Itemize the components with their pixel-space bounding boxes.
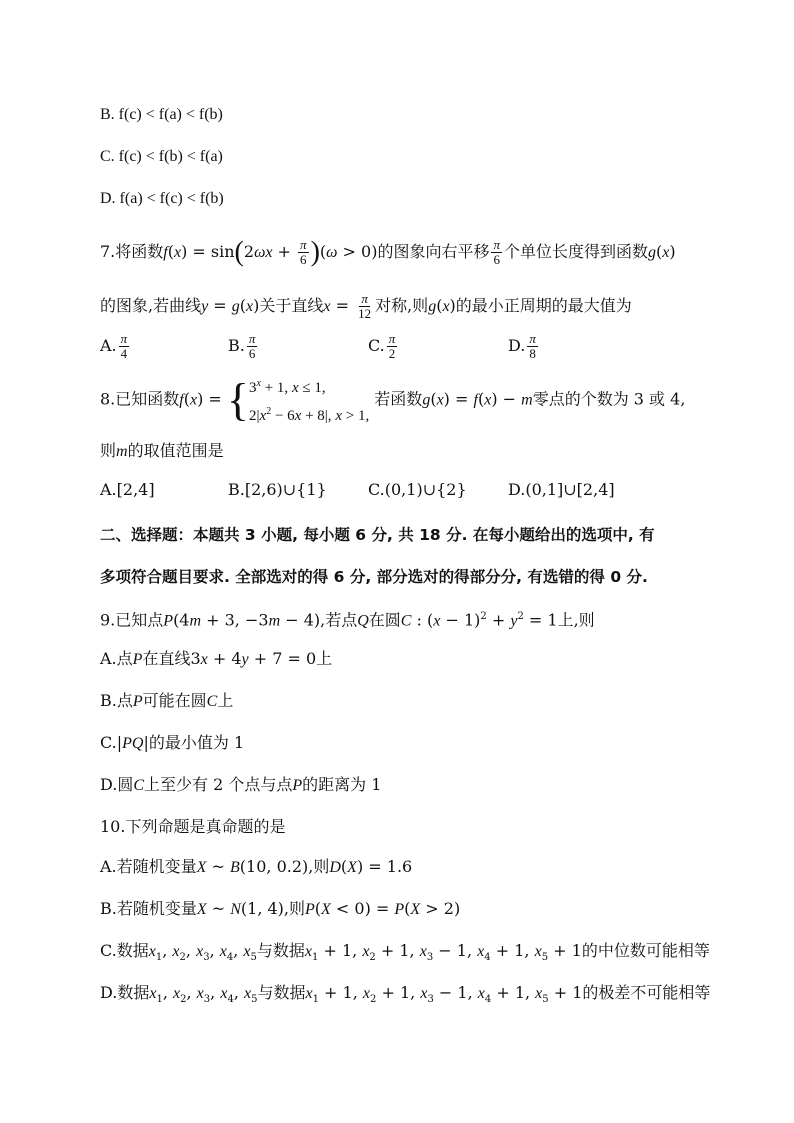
q7-stem-line1: 7.将函数f(x) = sin(2ωx + $\frac{\pi}{6}$ )(ω > 0)的图象向右平移 $\frac{\pi}{6}$ 个单位长度得到函数g(x)	[100, 236, 676, 268]
q8-stem-line2: 则m的取值范围是	[100, 441, 224, 460]
q10-option-a: A.若随机变量X ~ B(10, 0.2),则D(X) = 1.6	[100, 857, 413, 876]
q8-text: 则	[100, 441, 117, 460]
q7-option-c: C. $\frac{\pi}{2}$	[368, 331, 396, 361]
q8-text: 的取值范围是	[127, 441, 224, 460]
q8-option-a: A.[2,4]	[100, 480, 155, 499]
piecewise-cases: $3^x + 1$, x ≤ 1, $2|x^2 - 6x + 8|$, x > 1,	[249, 378, 370, 424]
fraction: $\frac{\pi}{12}$	[358, 291, 372, 321]
q8-option-c: C.(0,1)∪{2}	[368, 480, 467, 499]
q10-option-b: B.若随机变量X ~ N(1, 4),则P(X < 0) = P(X > 2)	[100, 899, 461, 918]
q6-option-c: C. f(c) < f(b) < f(a)	[100, 148, 223, 165]
q7-text: 的图象向右平移	[377, 242, 490, 261]
q10-option-c: C.数据$x_1$, $x_2$, $x_3$, $x_4$, $x_5$与数据$x_1 + 1$, $x_2 + 1$, $x_3 - 1$, $x_4 + 1$, $x_5 + 1$的中位数可能相等	[100, 941, 710, 964]
q9-option-c: C.|PQ|的最小值为 1	[100, 733, 245, 752]
q9-option-b: B.点P可能在圆C上	[100, 691, 234, 710]
q7-text: 的图象,若曲线	[100, 296, 202, 315]
q7-text: 个单位长度得到函数	[503, 242, 648, 261]
q7-option-a: A. $\frac{\pi}{4}$	[100, 331, 128, 361]
q10-option-d: D.数据$x_1$, $x_2$, $x_3$, $x_4$, $x_5$与数据$x_1 + 1$, $x_2 + 1$, $x_3 - 1$, $x_4 + 1$, $x_5 + 1$的极差不可能相等	[100, 983, 711, 1006]
q7-option-d: D. $\frac{\pi}{8}$	[508, 331, 536, 361]
section-heading-line1: 二、选择题：本题共 3 小题, 每小题 6 分, 共 18 分. 在每小题给出的选项中, 有	[100, 526, 655, 544]
q9-text: ,若点	[320, 610, 358, 630]
q9-stem: 9.已知点P(4m + 3, −3m − 4),若点Q在圆C : $(x - 1)^2 + y^2 = 1$上,则	[100, 610, 595, 630]
q6-option-d: D. f(a) < f(c) < f(b)	[100, 190, 224, 207]
q9-text: 上,则	[557, 610, 595, 630]
q8-text: 零点的个数为 3 或 4,	[532, 389, 686, 409]
q9-text: 在圆	[368, 610, 401, 630]
q9-option-d: D.圆C上至少有 2 个点与点P的距离为 1	[100, 775, 382, 794]
q7-text: 关于直线	[259, 296, 324, 315]
q8-option-b: B.[2,6)∪{1}	[228, 480, 327, 499]
fraction: $\frac{\pi}{6}$	[300, 237, 307, 267]
q7-text: 对称,则	[375, 296, 429, 315]
q7-text: 7.将函数	[100, 242, 164, 261]
q8-option-d: D.(0,1]∪[2,4]	[508, 480, 615, 499]
q10-stem: 10.下列命题是真命题的是	[100, 817, 286, 836]
q6-option-b: B. f(c) < f(a) < f(b)	[100, 106, 223, 123]
section-heading-line2: 多项符合题目要求. 全部选对的得 6 分, 部分选对的得部分分, 有选错的得 0 分.	[100, 568, 648, 586]
q8-stem-line1: 8.已知函数f(x) = { $3^x + 1$, x ≤ 1, $2|x^2 - 6x + 8|$, x > 1, 若函数g(x) = f(x) − m零点的个数为 3 或 4,	[100, 372, 685, 428]
fraction: $\frac{\pi}{6}$	[493, 237, 500, 267]
q9-option-a: A.点P在直线3x + 4y + 7 = 0上	[100, 649, 333, 668]
q8-text: 8.已知函数	[100, 389, 180, 409]
q7-formula-f: f	[163, 244, 168, 261]
q7-stem-line2: 的图象,若曲线y = g(x)关于直线x = $\frac{\pi}{12}$ 对称,则g(x)的最小正周期的最大值为	[100, 291, 632, 321]
q9-text: 9.已知点	[100, 610, 164, 630]
q8-text: 若函数	[374, 389, 423, 409]
q7-option-b: B. $\frac{\pi}{6}$	[228, 331, 256, 361]
q7-text: 的最小正周期的最大值为	[455, 296, 632, 315]
